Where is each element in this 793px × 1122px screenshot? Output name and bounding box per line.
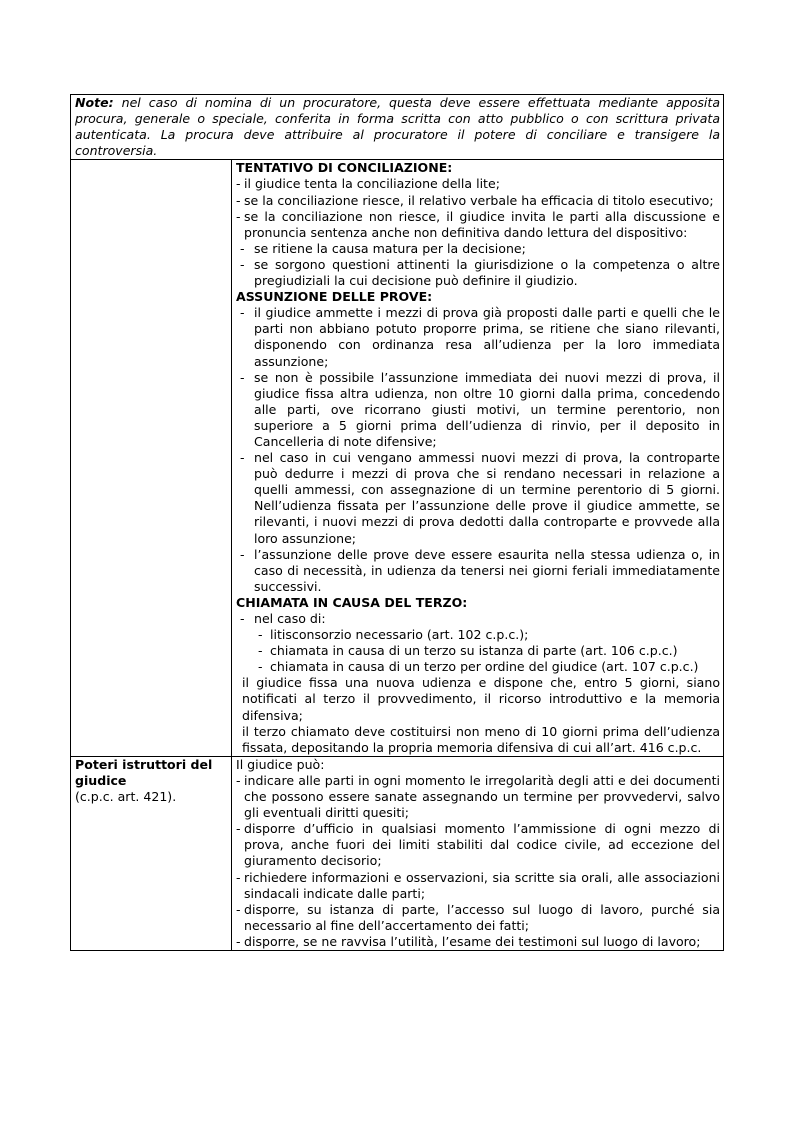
- case-item: - chiamata in causa di un terzo su istanza di parte (art. 106 c.p.c.): [258, 643, 678, 659]
- list-item: - nel caso di:: [240, 611, 326, 626]
- poteri-left-cell: [71, 756, 232, 950]
- note-row: [71, 95, 724, 160]
- sub-list-item: - se sorgono questioni attinenti la giurisdizione o la competenza o altre pregiudiziali la cui decisione può definire il giudizio.: [240, 256, 721, 289]
- poteri-intro: Il giudice può:: [236, 756, 325, 772]
- procedure-right-cell: [232, 160, 724, 756]
- list-item: - nel caso in cui vengano ammessi nuovi mezzi di prova, la controparte può dedurre i mezzi di prova che si rendano necessari in relazione a quelli ammessi, con assegnazione di un termine perentorio di 5 giorni. Nell’udienza fissata per l’assunzione delle prove il giudice ammette, se rilevanti, i nuovi mezzi di prova dedotti dalla controparte e provvede alla loro assunzione;: [240, 450, 721, 546]
- note-text: nel caso di nomina di un procuratore, questa deve essere effettuata mediante apposita procura, generale o speciale, conferita in forma scritta con atto pubblico o con scrittura privata autenticata. La procura deve attribuire al procuratore il potere di conciliare e transigere la controversia.: [75, 95, 721, 159]
- case-item: - litisconsorzio necessario (art. 102 c.p.c.);: [258, 627, 529, 643]
- poteri-right-cell: [232, 756, 724, 950]
- list-item: - se non è possibile l’assunzione immediata dei nuovi mezzi di prova, il giudice fissa altra udienza, non oltre 10 giorni dalla prima, concedendo alle parti, ove ricorrano giusti motivi, un termine perentorio, non superiore a 5 giorni prima dell’udienza di rinvio, per il deposito in Cancelleria di note difensive;: [240, 369, 721, 449]
- case-item: - chiamata in causa di un terzo per ordine del giudice (art. 107 c.p.c.): [258, 659, 699, 675]
- list-item: - disporre, se ne ravvisa l’utilità, l’esame dei testimoni sul luogo di lavoro;: [236, 933, 701, 949]
- list-item: - il giudice tenta la conciliazione della lite;: [236, 176, 500, 192]
- document-table: [70, 94, 724, 951]
- poteri-reference: (c.p.c. art. 421).: [75, 789, 177, 805]
- poteri-title: Poteri istruttori del giudice: [75, 756, 213, 788]
- procedure-row: [71, 160, 724, 756]
- prove-heading: ASSUNZIONE DELLE PROVE:: [236, 289, 433, 305]
- list-item: - richiedere informazioni e osservazioni, sia scritte sia orali, alle associazioni sindacali indicate dalle parti;: [236, 869, 721, 901]
- terzo-paragraph: il giudice fissa una nuova udienza e dispone che, entro 5 giorni, siano notificati al terzo il provvedimento, il ricorso introduttivo e la memoria difensiva;: [242, 675, 721, 723]
- note-label: Note:: [75, 95, 114, 110]
- list-item: - indicare alle parti in ogni momento le irregolarità degli atti e dei documenti che possono essere sanate assegnando un termine per provvedervi, salvo gli eventuali diritti quesiti;: [236, 772, 721, 821]
- list-item: - se la conciliazione riesce, il relativo verbale ha efficacia di titolo esecutivo;: [236, 192, 714, 208]
- poteri-row: [71, 756, 724, 950]
- list-item: - disporre, su istanza di parte, l’accesso sul luogo di lavoro, purché sia necessario al fine dell’accertamento dei fatti;: [236, 901, 721, 933]
- note-cell: [71, 95, 724, 160]
- procedure-left-cell: [71, 160, 232, 756]
- terzo-heading: CHIAMATA IN CAUSA DEL TERZO:: [236, 594, 468, 610]
- list-item: - se la conciliazione non riesce, il giudice invita le parti alla discussione e pronuncia sentenza anche non definitiva dando lettura del dispositivo:: [236, 208, 721, 240]
- list-item: - disporre d’ufficio in qualsiasi momento l’ammissione di ogni mezzo di prova, anche fuori dei limiti stabiliti dal codice civile, ad eccezione del giuramento decisorio;: [236, 821, 721, 869]
- list-item: - il giudice ammette i mezzi di prova già proposti dalle parti e quelli che le parti non abbiano potuto proporre prima, se ritiene che siano rilevanti, disponendo con ordinanza resa all’udienza per la loro immediata assunzione;: [240, 305, 721, 369]
- terzo-paragraph: il terzo chiamato deve costituirsi non meno di 10 giorni prima dell’udienza fissata, depositando la propria memoria difensiva di cui all’art. 416 c.p.c.: [242, 723, 721, 755]
- conciliazione-heading: TENTATIVO DI CONCILIAZIONE:: [236, 160, 453, 176]
- list-item: - l’assunzione delle prove deve essere esaurita nella stessa udienza o, in caso di necessità, in udienza da tenersi nei giorni feriali immediatamente successivi.: [240, 546, 721, 594]
- sub-list-item: - se ritiene la causa matura per la decisione;: [240, 240, 526, 256]
